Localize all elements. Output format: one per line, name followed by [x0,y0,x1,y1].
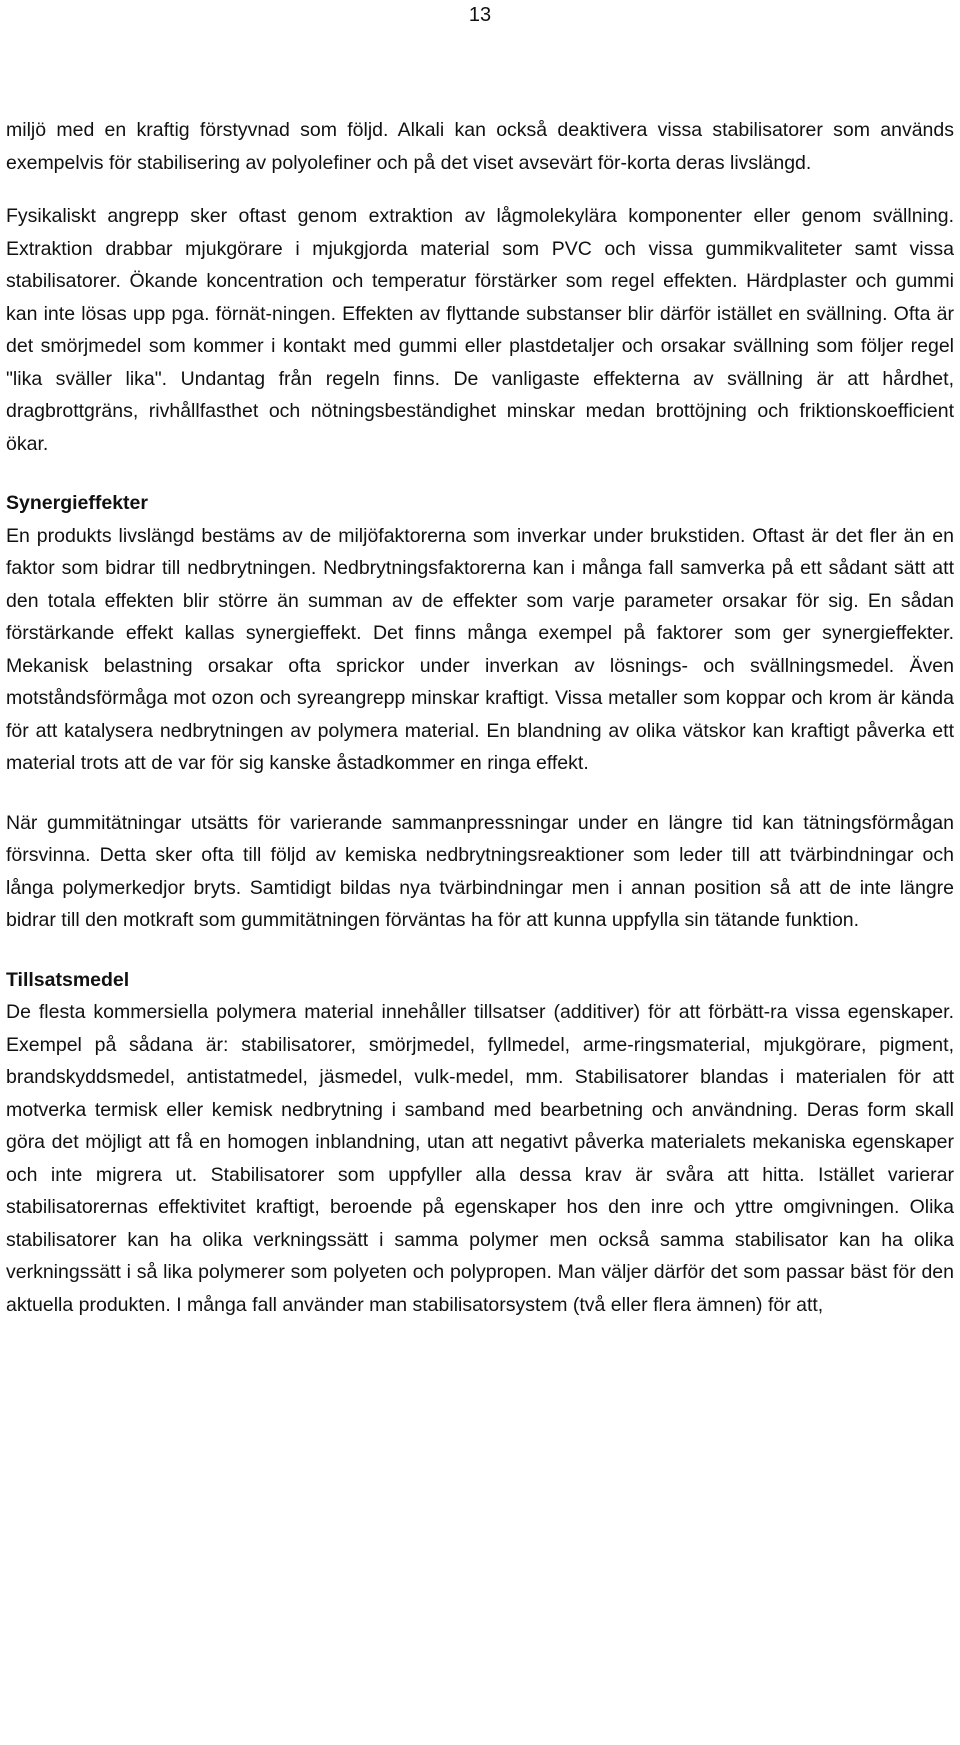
heading-synergieffekter: Synergieffekter [6,492,148,514]
paragraph-fysikaliskt-angrepp: Fysikaliskt angrepp sker oftast genom extraktion av lågmolekylära komponenter eller genom svällning. Extraktion drabbar mjukgörare i mjukgjorda material som PVC och vissa gummikvaliteter samt vissa stabilisatorer. Ökande koncentration och temperatur förstärker som regel effekten. Härdplaster och gummi kan inte lösas upp pga. förnät-ningen. Effekten av flyttande substanser blir därför istället en svällning. Ofta är det smörjmedel som kommer i kontakt med gummi eller plastdetaljer och orsakar svällning som följer regel "lika sväller lika". Undantag från regeln finns. De vanligaste effekterna av svällning är att hårdhet, dragbrottgräns, rivhållfasthet och nötningsbeständighet minskar medan brottöjning och friktionskoefficient ökar. [6,205,954,455]
paragraph-spacer [6,460,954,487]
paragraph-spacer [6,179,954,200]
paragraph-spacer [6,937,954,964]
page-number: 13 [468,4,492,26]
paragraph-synergieffekter: En produkts livslängd bestäms av de miljöfaktorerna som inverkar under brukstiden. Oftast är det fler än en faktor som bidrar till nedbrytningen. Nedbrytningsfaktorerna kan i många fall samverka på ett sådant sätt att den totala effekten blir större än summan av de effekter som varje parameter orsakar för sig. En sådan förstärkande effekt kallas synergieffekt. Det finns många exempel på faktorer som ger synergieffekter. Mekanisk belastning orsakar ofta sprickor under inverkan av lösnings- och svällningsmedel. Även motståndsförmåga mot ozon och syreangrepp minskar kraftigt. Vissa metaller som koppar och krom är kända för att katalysera nedbrytningen av polymera material. En blandning av olika vätskor kan kraftigt påverka ett material trots att de var för sig kanske åstadkommer en ringa effekt. [6,524,954,774]
paragraph-alkali: miljö med en kraftig förstyvnad som följd. Alkali kan också deaktivera vissa stabilisatorer som används exempelvis för stabilisering av polyolefiner och på det viset avsevärt för-korta deras livslängd. [6,119,954,174]
paragraph-spacer [6,780,954,807]
paragraph-gummitatningar: När gummitätningar utsätts för varierande sammanpressningar under en längre tid kan tätningsförmågan försvinna. Detta sker ofta till följd av kemiska nedbrytningsreaktioner som leder till att tvärbindningar och långa polymerkedjor bryts. Samtidigt bildas nya tvärbindningar men i annan position så att de inte längre bidrar till den motkraft som gummitätningen förväntas ha för att kunna uppfylla sin tätande funktion. [6,811,954,931]
document-body [6,114,954,1321]
paragraph-tillsatsmedel: De flesta kommersiella polymera material innehåller tillsatser (additiver) för att förbätt-ra vissa egenskaper. Exempel på sådana är: stabilisatorer, smörjmedel, fyllmedel, arme-ringsmaterial, mjukgörare, pigment, brandskyddsmedel, antistatmedel, jäsmedel, vulk-medel, mm. Stabilisatorer blandas i materialen för att motverka termisk eller kemisk nedbrytning i samband med bearbetning och användning. Deras form skall göra det möjligt att få en homogen inblandning, utan att negativt påverka materialets mekaniska egenskaper och inte migrera ut. Stabilisatorer som uppfyller alla dessa krav är svåra att hitta. Istället varierar stabilisatorernas effektivitet kraftigt, beroende på egenskaper hos den inre och yttre omgivningen. Olika stabilisatorer kan ha olika verkningssätt i samma polymer men också samma stabilisator kan ha olika verkningssätt i så lika polymerer som polyeten och polypropen. Man väljer därför det som passar bäst för den aktuella produkten. I många fall använder man stabilisatorsystem (två eller flera ämnen) för att, [6,1001,954,1316]
heading-tillsatsmedel: Tillsatsmedel [6,968,130,991]
